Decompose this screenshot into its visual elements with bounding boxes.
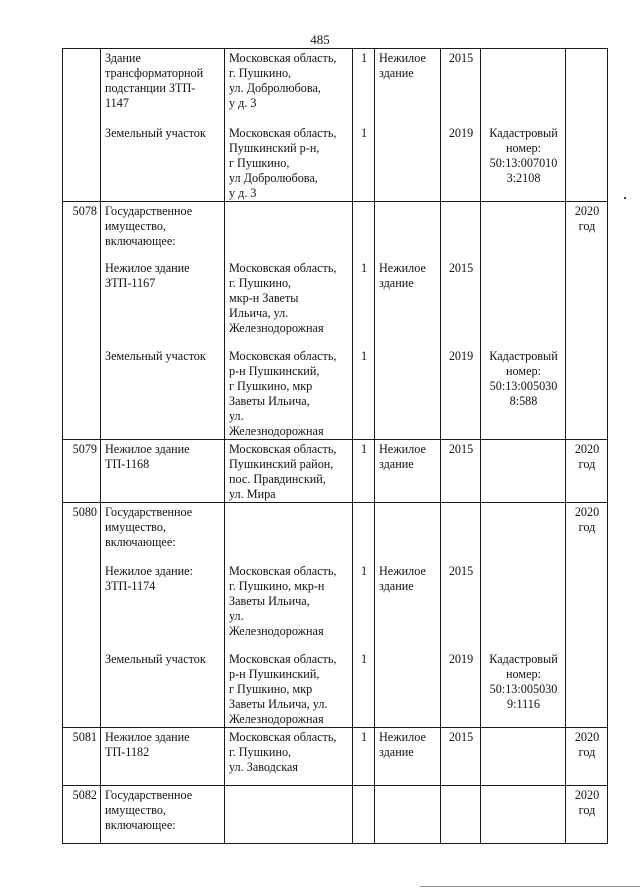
object-quantity-cell: 1 [353, 650, 375, 728]
record-number-cell [63, 562, 101, 650]
object-type-line: здание [379, 457, 414, 471]
cadastral-note-line: 50:13:005030 [489, 379, 558, 393]
object-address-cell [225, 259, 353, 347]
object-address-cell [225, 727, 353, 785]
record-number-cell [63, 124, 101, 202]
record-number-cell: 5080 [63, 503, 101, 562]
object-address-line: Московская область, [229, 51, 337, 65]
transfer-period-cell [566, 503, 608, 562]
object-type-line: здание [379, 66, 414, 80]
transfer-period-line: год [578, 744, 596, 759]
object-address-cell [225, 440, 353, 503]
object-type-cell [375, 440, 441, 503]
page-number: 485 [310, 32, 330, 47]
object-type-line: Нежилое [379, 51, 426, 65]
object-name-line: ТП-1168 [105, 457, 150, 471]
object-address-cell [225, 785, 353, 843]
transfer-period-line: 2020 [574, 203, 600, 218]
object-address-line: Заветы Ильича, ул. [229, 696, 328, 711]
table-row [63, 785, 608, 843]
object-type-cell [375, 201, 441, 259]
object-year-cell: 2019 [441, 650, 481, 728]
object-type-line: здание [379, 578, 414, 593]
cadastral-note-cell [481, 562, 566, 650]
table-row [63, 650, 608, 728]
record-number-cell: 5082 [63, 785, 101, 843]
property-registry-table [62, 48, 608, 844]
object-name-line: Земельный участок [105, 125, 206, 140]
object-name-cell [101, 49, 225, 124]
object-address-cell [225, 347, 353, 440]
object-quantity-cell [353, 785, 375, 843]
cadastral-note-line: 8:588 [509, 394, 538, 408]
object-name-line: имущество, [105, 802, 166, 817]
table-row [63, 201, 608, 259]
object-address-line: г. Пушкино, [229, 744, 292, 759]
object-address-cell [225, 650, 353, 728]
object-address-line: ул. Мира [229, 487, 276, 501]
object-address-line: мкр-н Заветы [229, 291, 299, 305]
object-address-line: Московская область, [229, 563, 337, 578]
object-name-cell [101, 124, 225, 202]
table-row [63, 259, 608, 347]
cadastral-note-cell [481, 503, 566, 562]
object-address-line: ул Добролюбова, [229, 170, 318, 185]
object-type-line: Нежилое [379, 442, 426, 456]
object-name-cell [101, 650, 225, 728]
object-address-line: Московская область, [229, 442, 337, 456]
cadastral-note-cell [481, 650, 566, 728]
cadastral-note-cell [481, 727, 566, 785]
transfer-period-cell [566, 440, 608, 503]
object-address-line: у д. 3 [229, 96, 257, 110]
object-address-line: Ильича, ул. [229, 306, 289, 320]
object-address-line: г. Пушкино, [229, 276, 292, 290]
object-year-cell [441, 503, 481, 562]
object-quantity-cell: 1 [353, 124, 375, 202]
object-address-line: Московская область, [229, 651, 337, 666]
transfer-period-cell [566, 259, 608, 347]
object-name-line: имущество, [105, 520, 166, 534]
transfer-period-line: 2020 [574, 505, 600, 519]
object-quantity-cell [353, 201, 375, 259]
object-type-line: здание [379, 744, 414, 759]
transfer-period-line: 2020 [574, 442, 600, 456]
cadastral-note-line: Кадастровый [489, 125, 558, 140]
object-type-cell [375, 785, 441, 843]
table-row [63, 503, 608, 562]
object-name-line: включающее: [105, 233, 176, 248]
object-name-line: Нежилое здание: [105, 563, 193, 578]
object-address-line: р-н Пушкинский, [229, 666, 320, 681]
object-name-cell [101, 503, 225, 562]
object-name-line: Нежилое здание [105, 442, 190, 456]
transfer-period-line: 2020 [574, 787, 600, 802]
object-name-cell [101, 259, 225, 347]
object-name-line: Государственное [105, 787, 193, 802]
object-address-line: ул. [229, 608, 244, 623]
object-year-cell [441, 785, 481, 843]
record-number-cell: 5081 [63, 727, 101, 785]
record-number-cell: 5079 [63, 440, 101, 503]
object-year-cell: 2015 [441, 727, 481, 785]
object-address-line: Железнодорожная [229, 321, 324, 335]
transfer-period-cell [566, 785, 608, 843]
object-name-line: подстанции ЗТП- [105, 81, 196, 95]
object-type-line: Нежилое [379, 261, 426, 275]
object-name-cell [101, 201, 225, 259]
cadastral-note-cell [481, 347, 566, 440]
object-type-cell [375, 347, 441, 440]
table-row [63, 440, 608, 503]
object-year-cell [441, 201, 481, 259]
cadastral-note-cell [481, 440, 566, 503]
transfer-period-cell [566, 49, 608, 124]
table-row [63, 347, 608, 440]
object-address-line: г. Пушкино, мкр-н [229, 578, 325, 593]
object-type-cell [375, 650, 441, 728]
record-number-cell: 5078 [63, 201, 101, 259]
object-year-cell: 2015 [441, 562, 481, 650]
object-year-cell: 2019 [441, 124, 481, 202]
object-address-cell [225, 49, 353, 124]
object-address-line: Московская область, [229, 729, 337, 744]
object-quantity-cell: 1 [353, 347, 375, 440]
transfer-period-line: год [578, 520, 596, 534]
cadastral-note-line: Кадастровый [489, 349, 558, 363]
object-name-line: Нежилое здание [105, 729, 190, 744]
object-address-line: Железнодорожная [229, 623, 324, 638]
object-type-line: Нежилое [379, 729, 426, 744]
object-address-line: Заветы Ильича, [229, 394, 310, 408]
object-quantity-cell: 1 [353, 727, 375, 785]
object-name-cell [101, 727, 225, 785]
object-year-cell: 2015 [441, 440, 481, 503]
object-name-cell [101, 785, 225, 843]
transfer-period-cell [566, 201, 608, 259]
object-type-line: Нежилое [379, 563, 426, 578]
object-address-line: Железнодорожная [229, 424, 324, 438]
cadastral-note-line: номер: [506, 140, 541, 155]
transfer-period-cell [566, 347, 608, 440]
cadastral-note-cell [481, 785, 566, 843]
object-address-cell [225, 201, 353, 259]
cadastral-note-cell [481, 201, 566, 259]
object-name-line: Здание [105, 51, 141, 65]
object-address-line: ул. Добролюбова, [229, 81, 321, 95]
object-address-line: ул. Заводская [229, 759, 299, 774]
object-name-line: 1147 [105, 96, 129, 110]
record-number-cell [63, 49, 101, 124]
object-quantity-cell [353, 503, 375, 562]
object-address-line: Заветы Ильича, [229, 593, 310, 608]
cadastral-note-line: 50:13:005030 [489, 681, 558, 696]
transfer-period-cell [566, 562, 608, 650]
object-address-line: Московская область, [229, 125, 337, 140]
record-number-cell [63, 259, 101, 347]
object-address-line: Железнодорожная [229, 711, 324, 726]
object-name-line: ЗТП-1174 [105, 578, 156, 593]
object-address-line: Московская область, [229, 349, 337, 363]
object-address-cell [225, 124, 353, 202]
object-type-cell [375, 49, 441, 124]
object-name-line: Государственное [105, 505, 193, 519]
object-type-line: здание [379, 276, 414, 290]
object-address-line: ул. [229, 409, 244, 423]
object-name-line: трансформаторной [105, 66, 204, 80]
scan-speck [624, 197, 626, 199]
transfer-period-line: год [578, 802, 596, 817]
cadastral-note-line: 3:2108 [506, 170, 541, 185]
cadastral-note-cell [481, 259, 566, 347]
cadastral-note-line: номер: [506, 666, 541, 681]
object-name-line: ЗТП-1167 [105, 276, 156, 290]
transfer-period-line: год [578, 457, 596, 471]
transfer-period-cell [566, 650, 608, 728]
object-address-line: у д. 3 [229, 185, 257, 200]
object-name-line: включающее: [105, 535, 176, 549]
table-row [63, 562, 608, 650]
object-address-line: р-н Пушкинский, [229, 364, 320, 378]
registry-body [63, 49, 608, 844]
object-year-cell: 2015 [441, 259, 481, 347]
object-address-line: Пушкинский р-н, [229, 140, 320, 155]
object-type-cell [375, 562, 441, 650]
object-address-line: пос. Правдинский, [229, 472, 326, 486]
object-year-cell: 2015 [441, 49, 481, 124]
object-year-cell: 2019 [441, 347, 481, 440]
object-address-line: г Пушкино, мкр [229, 379, 313, 393]
object-type-cell [375, 727, 441, 785]
scan-edge-line [420, 886, 640, 887]
object-type-cell [375, 503, 441, 562]
object-address-cell [225, 562, 353, 650]
object-quantity-cell: 1 [353, 259, 375, 347]
record-number-cell [63, 347, 101, 440]
transfer-period-cell [566, 124, 608, 202]
object-name-cell [101, 440, 225, 503]
object-address-line: Пушкинский район, [229, 457, 334, 471]
cadastral-note-line: 50:13:007010 [489, 155, 558, 170]
object-quantity-cell: 1 [353, 440, 375, 503]
table-row [63, 727, 608, 785]
transfer-period-line: год [578, 218, 596, 233]
object-name-line: Нежилое здание [105, 261, 190, 275]
object-name-line: Государственное [105, 203, 193, 218]
object-address-line: г Пушкино, мкр [229, 681, 313, 696]
object-name-line: имущество, [105, 218, 166, 233]
cadastral-note-cell [481, 124, 566, 202]
object-name-line: Земельный участок [105, 349, 206, 363]
object-type-cell [375, 124, 441, 202]
object-type-cell [375, 259, 441, 347]
object-name-line: включающее: [105, 817, 176, 832]
cadastral-note-cell [481, 49, 566, 124]
object-quantity-cell: 1 [353, 562, 375, 650]
object-name-cell [101, 347, 225, 440]
cadastral-note-line: номер: [506, 364, 541, 378]
cadastral-note-line: 9:1116 [507, 696, 540, 711]
transfer-period-cell [566, 727, 608, 785]
transfer-period-line: 2020 [574, 729, 600, 744]
object-name-cell [101, 562, 225, 650]
object-address-line: г. Пушкино, [229, 66, 292, 80]
object-name-line: ТП-1182 [105, 744, 150, 759]
cadastral-note-line: Кадастровый [489, 651, 558, 666]
object-address-line: г Пушкино, [229, 155, 290, 170]
object-address-line: Московская область, [229, 261, 337, 275]
table-row [63, 49, 608, 124]
object-name-line: Земельный участок [105, 651, 206, 666]
record-number-cell [63, 650, 101, 728]
object-quantity-cell: 1 [353, 49, 375, 124]
object-address-cell [225, 503, 353, 562]
table-row [63, 124, 608, 202]
